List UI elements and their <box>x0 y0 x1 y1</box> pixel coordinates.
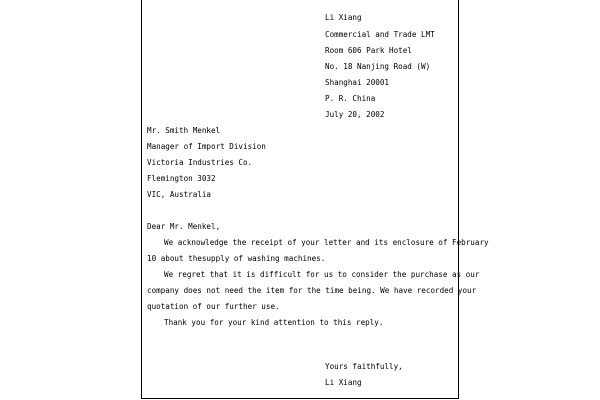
salutation: Dear Mr. Menkel, <box>147 222 221 231</box>
sender-room: Room 606 Park Hotel <box>325 46 412 55</box>
sender-country: P. R. China <box>325 94 376 103</box>
signature: Li Xiang <box>325 378 362 387</box>
body-paragraph-1-line-2: 10 about thesupply of washing machines. <box>147 254 326 263</box>
body-paragraph-3-line-1: Thank you for your kind attention to this reply. <box>164 318 384 327</box>
body-paragraph-1-line-1: We acknowledge the receipt of your letter and its enclosure of February <box>164 238 489 247</box>
recipient-title: Manager of Import Division <box>147 142 266 151</box>
letter-page <box>141 0 489 399</box>
sender-company: Commercial and Trade LMT <box>325 30 435 39</box>
sender-city: Shanghai 20001 <box>325 78 390 87</box>
body-paragraph-2-line-3: quotation of our further use. <box>147 302 280 311</box>
body-paragraph-2-line-1: We regret that it is difficult for us to consider the purchase as our <box>164 270 480 279</box>
recipient-company: Victoria Industries Co. <box>147 158 253 167</box>
recipient-name: Mr. Smith Menkel <box>147 126 221 135</box>
letter-date: July 20, 2002 <box>325 110 385 119</box>
sender-name: Li Xiang <box>325 13 362 22</box>
recipient-city: Flemington 3032 <box>147 174 216 183</box>
sender-street: No. 18 Nanjing Road (W) <box>325 62 431 71</box>
recipient-country: VIC, Australia <box>147 190 212 199</box>
body-paragraph-2-line-2: company does not need the item for the time being. We have recorded your <box>147 286 477 295</box>
complimentary-close: Yours faithfully, <box>325 362 403 371</box>
